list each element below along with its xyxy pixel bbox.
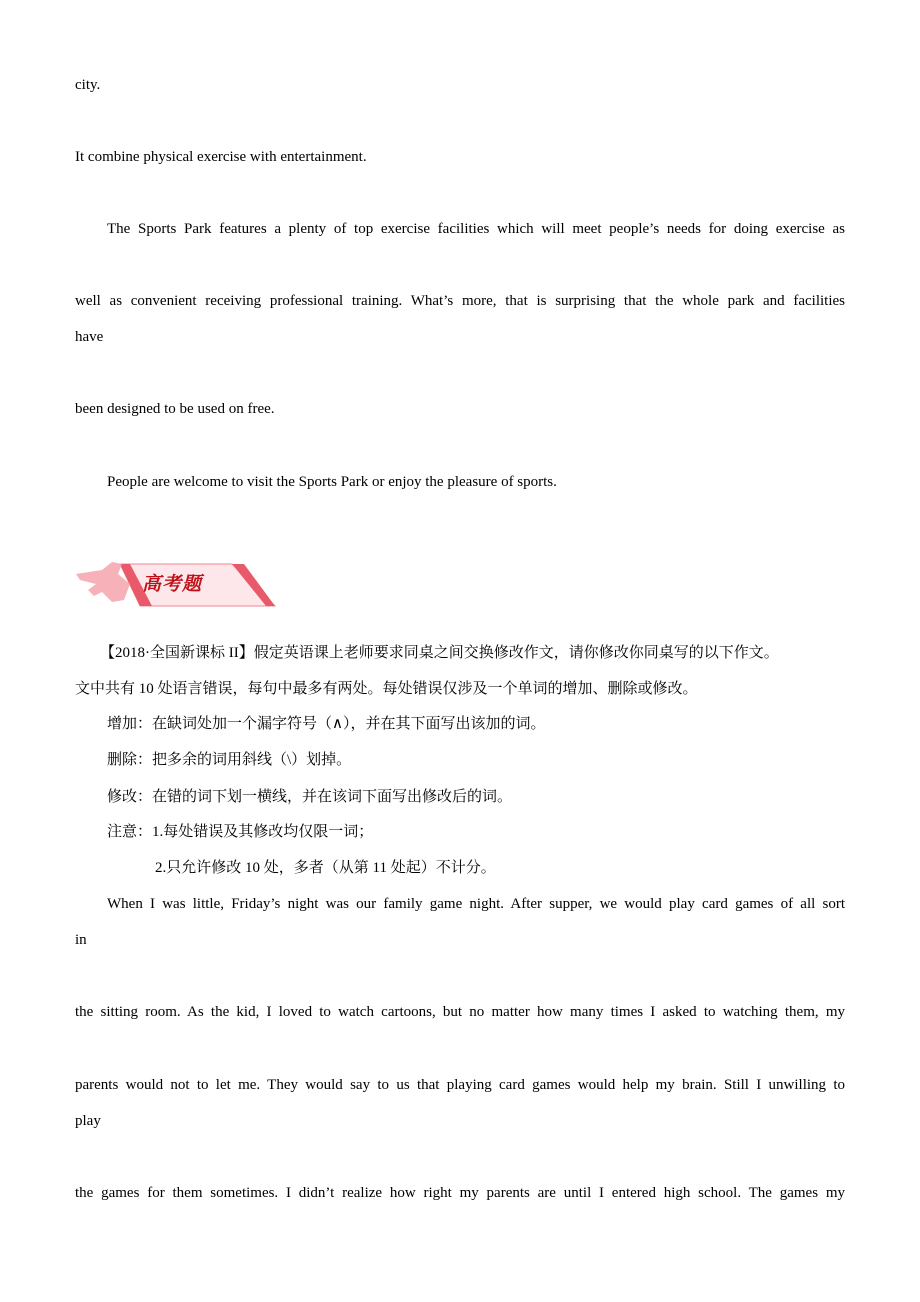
essay-line: parents would not to let me. They would say to us that playing card games would help my brain. Still I unwilling to [75,1077,845,1093]
text-line: It combine physical exercise with entertainment. [75,149,367,165]
text-line: have [75,329,104,345]
essay-line: the sitting room. As the kid, I loved to watch cartoons, but no matter how many times I asked to watching them, my [75,1004,845,1020]
instruction-note-1: 注意：1.每处错误及其修改均仅限一词； [107,824,374,840]
text-line: city. [75,77,101,93]
essay-line: the games for them sometimes. I didn’t realize how right my parents are until I entered high school. The games my [75,1185,845,1201]
instruction-delete: 删除：把多余的词用斜线（\）划掉。 [107,752,352,768]
text-line: People are welcome to visit the Sports Park or enjoy the pleasure of sports. [107,474,557,490]
text-line: well as convenient receiving professional training. What’s more, that is surprising that the whole park and facilities [75,293,845,309]
instruction-add: 增加：在缺词处加一个漏字符号（∧），并在其下面写出该加的词。 [107,716,546,732]
banner-title: 高考题 [142,573,203,595]
essay-line: When I was little, Friday’s night was our family game night. After supper, we would play card games of all sort [107,896,845,912]
text-line: The Sports Park features a plenty of top exercise facilities which will meet people’s needs for doing exercise as [107,221,845,237]
essay-line: in [75,932,87,948]
instruction-note-2: 2.只允许修改 10 处，多者（从第 11 处起）不计分。 [155,860,496,876]
text-line: 文中共有 10 处语言错误，每句中最多有两处。每处错误仅涉及一个单词的增加、删除或修改。 [75,681,698,697]
section-banner [72,560,277,608]
instruction-modify: 修改：在错的词下划一横线，并在该词下面写出修改后的词。 [107,789,513,805]
text-line: been designed to be used on free. [75,401,275,417]
question-header: 【2018·全国新课标 II】假定英语课上老师要求同桌之间交换修改作文，请你修改你同桌写的以下作文。 [100,645,779,661]
essay-line: play [75,1113,101,1129]
